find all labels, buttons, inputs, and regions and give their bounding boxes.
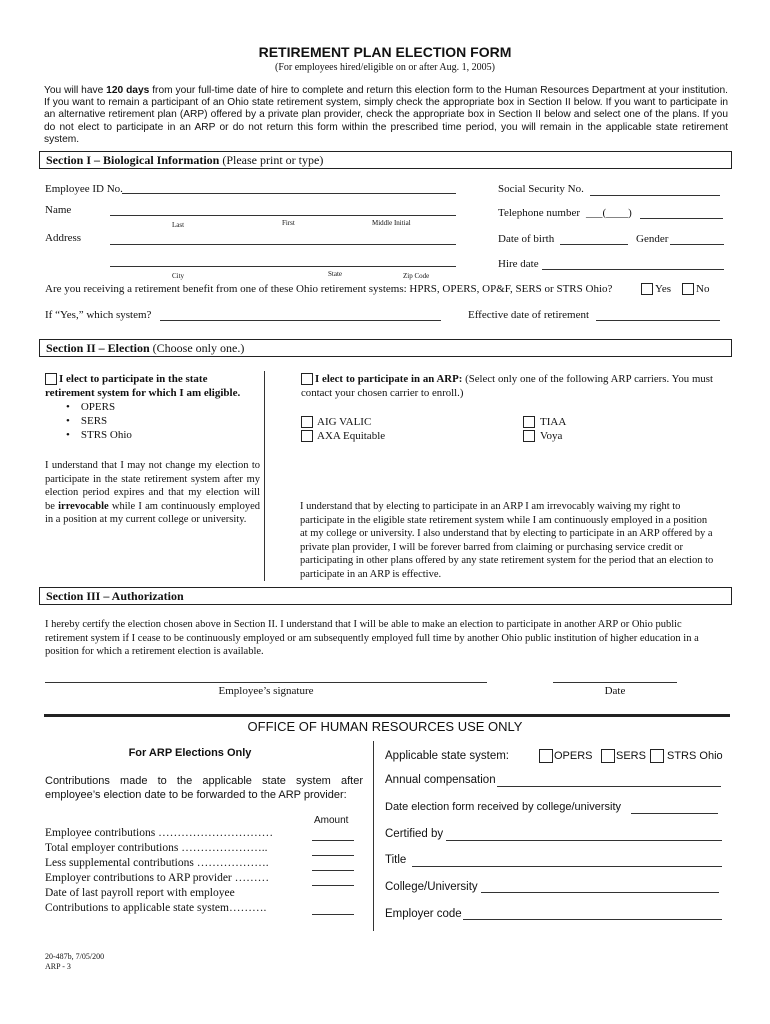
employer-code-field[interactable] [463,919,722,920]
name-middle-caption: Middle Initial [372,219,411,227]
address-city-field[interactable] [110,266,456,267]
arp-statement: I understand that by electing to participate in an ARP I am irrevocably waiving my right to participate in the eligible state retirement system while I am continuously employed in a position at my college or university. I also understand that by electing to participate in an ARP offered by a private plan provider, I will be forever barred from claiming or purchasing service credit or participating in other plans offered by any state retirement system for the period that an election to participate in an ARP is effective. [300,501,714,580]
dob-field[interactable] [560,244,628,245]
ssn-label: Social Security No. [498,183,584,195]
form-subtitle: (For employees hired/eligible on or after Aug. 1, 2005) [275,62,495,73]
contributions-text: Contributions made to the applicable state system after employee’s election date to be forwarded to the ARP provider: [45,775,363,801]
telephone-label: Telephone number [498,207,581,219]
section2-header: Section II – Election (Choose only one.) [39,339,732,357]
name-first-caption: First [282,219,295,227]
state-system-contributions-label: Contributions to applicable state system………. [45,902,267,914]
employee-id-label: Employee ID No. [45,183,123,195]
state-system-sers: • SERS [66,415,108,427]
axa-equitable-checkbox[interactable] [301,430,313,442]
office-strs-checkbox[interactable] [650,749,664,763]
tiaa-label: TIAA [540,416,567,428]
retirement-benefit-question: Are you receiving a retirement benefit from one of these Ohio retirement systems: HPRS, OPERS, OP&F, SERS or STRS Ohio? [45,283,613,295]
aig-valic-label: AIG VALIC [317,416,372,428]
arp-page-label: ARP - 3 [45,962,71,971]
authorization-text: I hereby certify the election chosen above in Section II. I understand that I will be able to make an election to participate in another ARP or Ohio public retirement system if I cease to be continuously employed or am subsequently employed full time by another Ohio public institution of higher education in a position for which a retirement election is available. [45,619,699,657]
office-opers-checkbox[interactable] [539,749,553,763]
yes-label: Yes [655,283,672,295]
name-last-caption: Last [172,221,185,229]
office-opers-label: OPERS [554,750,593,762]
section1-header: Section I – Biological Information (Please print or type) [39,151,732,169]
gender-field[interactable] [670,244,724,245]
which-system-field[interactable] [160,320,441,321]
aig-valic-checkbox[interactable] [301,416,313,428]
voya-checkbox[interactable] [523,430,535,442]
applicable-system-label: Applicable state system: [385,750,510,762]
annual-comp-label: Annual compensation [385,774,496,786]
hire-date-field[interactable] [542,269,724,270]
zip-caption: Zip Code [403,272,430,280]
college-field[interactable] [481,892,719,893]
employee-contributions-field[interactable] [312,840,354,841]
office-sers-label: SERS [616,750,646,762]
state-option-line1: I elect to participate in the state [59,373,208,385]
certified-by-field[interactable] [446,840,722,841]
title-label: Title [385,854,407,866]
college-label: College/University [385,881,478,893]
telephone-field[interactable] [640,218,723,219]
state-system-checkbox[interactable] [45,373,57,385]
effective-date-label: Effective date of retirement [468,309,590,321]
state-system-opers: • OPERS [66,401,116,413]
employee-contributions-label: Employee contributions ………………………… [45,827,274,839]
address-field[interactable] [110,244,456,245]
name-label: Name [45,204,72,216]
state-system-strs: • STRS Ohio [66,429,132,441]
hire-date-label: Hire date [498,258,539,270]
less-supplemental-label: Less supplemental contributions ………………. [45,857,269,869]
date-received-field[interactable] [631,813,718,814]
address-label: Address [45,232,82,244]
state-system-contributions-field[interactable] [312,914,354,915]
total-employer-field[interactable] [312,855,354,856]
no-checkbox[interactable] [682,283,694,295]
axa-equitable-label: AXA Equitable [317,430,386,442]
office-sers-checkbox[interactable] [601,749,615,763]
city-caption: City [172,272,185,280]
yes-checkbox[interactable] [641,283,653,295]
annual-comp-field[interactable] [497,786,721,787]
arp-only-heading: For ARP Elections Only [128,747,252,759]
signature-field[interactable] [45,682,487,683]
signature-label: Employee’s signature [218,685,314,697]
employer-to-arp-label: Employer contributions to ARP provider ……… [45,872,270,884]
state-caption: State [328,270,342,278]
office-title: OFFICE OF HUMAN RESOURCES USE ONLY [247,719,523,734]
gender-label: Gender [636,233,669,245]
office-divider [44,714,730,717]
telephone-format: ___(____) [586,207,632,219]
section3-header: Section III – Authorization [39,587,732,605]
ssn-field[interactable] [590,195,720,196]
title-field[interactable] [412,866,722,867]
voya-label: Voya [540,430,563,442]
effective-date-field[interactable] [596,320,720,321]
employer-to-arp-field[interactable] [312,885,354,886]
office-strs-label: STRS Ohio [667,750,723,762]
date-received-label: Date election form received by college/university [385,801,622,813]
dob-label: Date of birth [498,233,555,245]
office-divider-vertical [373,741,374,931]
tiaa-checkbox[interactable] [523,416,535,428]
signature-date-field[interactable] [553,682,677,683]
intro-paragraph: You will have 120 days from your full-time date of hire to complete and return this election form to the Human Resources Department at your institution. If you want to remain a participant of an Ohio state retirement system, simply check the appropriate box in Section II below. If you want to participate in an alternative retirement plan (ARP) offered by a private plan provider, check the appropriate box in Section II below and select one of the plans. If you do not elect to participate in an ARP or do not return this form within the prescribed time period, you will remain in the applicable state retirement system. [44,85,728,145]
no-label: No [696,283,710,295]
name-field[interactable] [110,215,456,216]
state-option-line2: retirement system for which I am eligible. [45,387,241,399]
amount-heading: Amount [314,815,349,826]
employee-id-field[interactable] [122,193,456,194]
form-number: 20-487b, 7/05/200 [45,952,105,961]
arp-option-text: I elect to participate in an ARP: (Select only one of the following ARP carriers. You must contact your chosen carrier to enroll.) [301,373,713,399]
total-employer-label: Total employer contributions ………………….. [45,842,268,854]
certified-by-label: Certified by [385,828,444,840]
which-system-label: If “Yes,” which system? [45,309,152,321]
last-payroll-label: Date of last payroll report with employee [45,887,235,899]
signature-date-label: Date [604,685,626,697]
section2-divider [264,371,265,581]
employer-code-label: Employer code [385,908,462,920]
state-system-statement: I understand that I may not change my election to participate in the state retirement system after my election period expires and that my election will be irrevocable while I am continuously employed in a position at my current college or university. [45,460,260,525]
less-supplemental-field[interactable] [312,870,354,871]
form-title: RETIREMENT PLAN ELECTION FORM [258,44,512,60]
